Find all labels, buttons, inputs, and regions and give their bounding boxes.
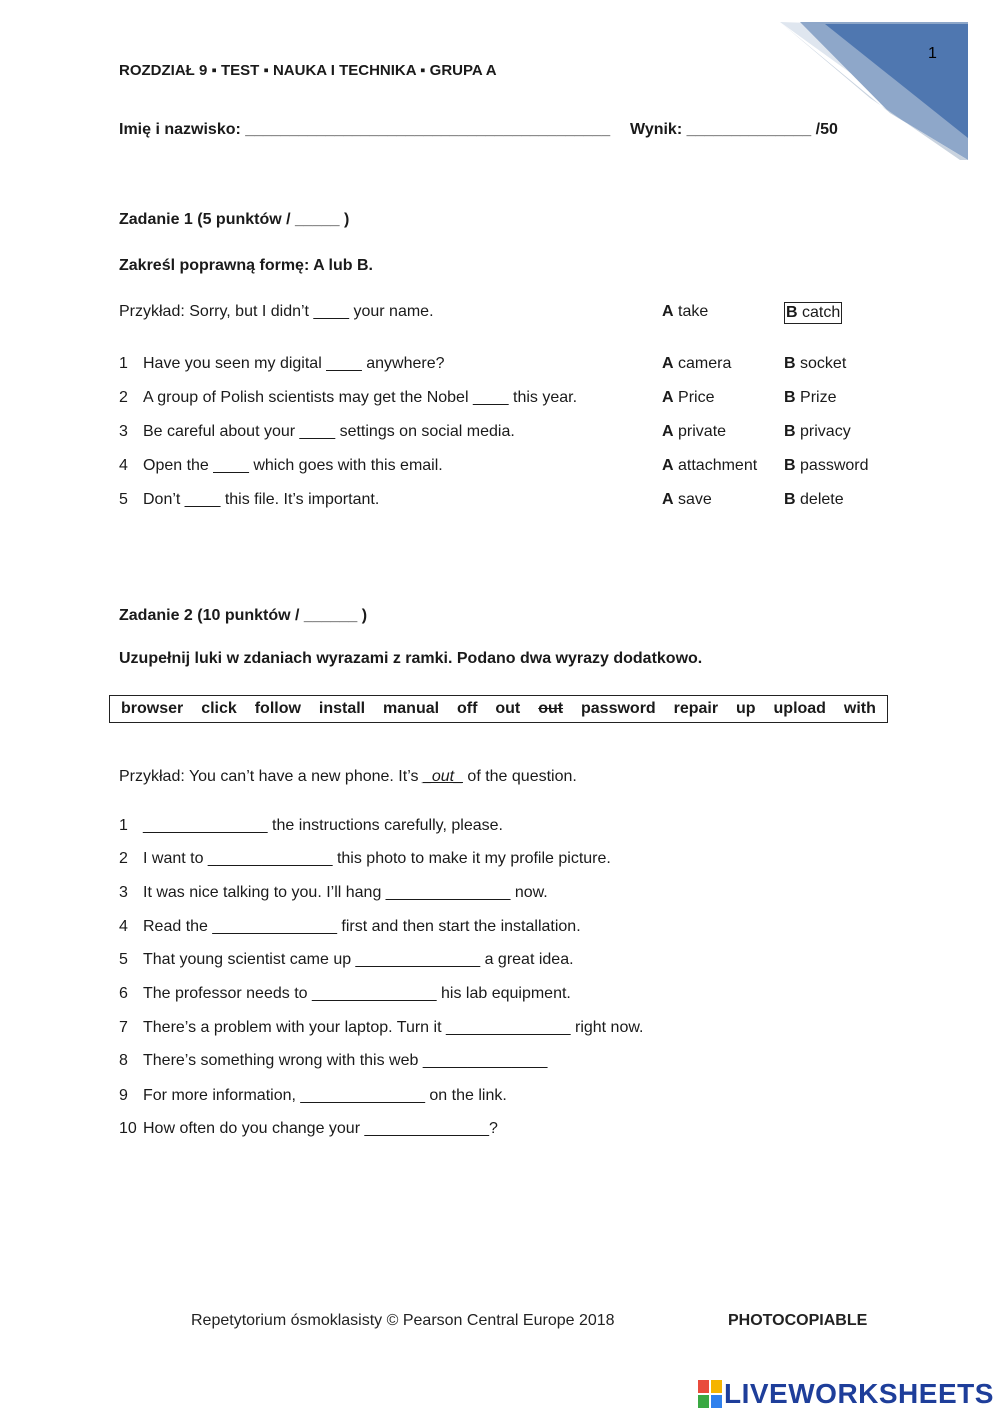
word-box-item: browser: [121, 700, 184, 717]
corner-decoration: [770, 18, 970, 163]
option-b[interactable]: B Prize: [784, 389, 837, 406]
word-box-item: upload: [773, 700, 826, 717]
option-a[interactable]: A attachment: [662, 457, 758, 474]
score-field[interactable]: Wynik: ______________ /50: [630, 121, 838, 138]
gap-sentence[interactable]: For more information, ______________ on the link.: [143, 1087, 507, 1104]
word-box-item: click: [201, 700, 237, 717]
gap-sentence[interactable]: ______________ the instructions carefully, please.: [143, 817, 503, 834]
task1-item: [0, 388, 1000, 408]
task2-item: 2 I want to ______________ this photo to make it my profile picture.: [119, 850, 611, 867]
example-answer: _out_: [422, 768, 463, 785]
word-box-item-used: out: [538, 700, 564, 717]
item-sentence: A group of Polish scientists may get the Nobel ____ this year.: [143, 389, 578, 406]
footer-photocopiable: PHOTOCOPIABLE: [728, 1312, 868, 1329]
task2-example: Przykład: You can’t have a new phone. It’s _out_ of the question.: [119, 768, 577, 785]
task1-item: [0, 422, 1000, 442]
task1-instruction: Zakreśl poprawną formę: A lub B.: [119, 257, 373, 274]
gap-sentence[interactable]: That young scientist came up ______________ a great idea.: [143, 951, 574, 968]
gap-sentence[interactable]: How often do you change your ______________?: [143, 1120, 498, 1137]
option-a[interactable]: A private: [662, 423, 727, 440]
item-sentence: Be careful about your ____ settings on social media.: [143, 423, 515, 440]
item-sentence: Don’t ____ this file. It’s important.: [143, 491, 380, 508]
option-a[interactable]: A camera: [662, 355, 732, 372]
example-option-b-circled[interactable]: B catch: [784, 302, 842, 324]
word-box-item: out: [495, 700, 521, 717]
task1-heading: Zadanie 1 (5 punktów / _____ ): [119, 211, 350, 228]
option-b[interactable]: B socket: [784, 355, 847, 372]
item-number: 1: [119, 355, 128, 372]
word-box-item: password: [581, 700, 656, 717]
task2-item: 9 For more information, ______________ on the link.: [119, 1087, 507, 1104]
item-number: 3: [119, 423, 128, 440]
gap-sentence[interactable]: Read the ______________ first and then start the installation.: [143, 918, 581, 935]
gap-sentence[interactable]: The professor needs to ______________ his lab equipment.: [143, 985, 571, 1002]
task2-instruction: Uzupełnij luki w zdaniach wyrazami z ramki. Podano dwa wyrazy dodatkowo.: [119, 650, 703, 667]
gap-sentence[interactable]: It was nice talking to you. I’ll hang ______________ now.: [143, 884, 548, 901]
gap-sentence[interactable]: There’s something wrong with this web ______________: [143, 1052, 548, 1069]
word-box-item: manual: [383, 700, 440, 717]
name-field[interactable]: Imię i nazwisko: _________________________________________: [119, 121, 611, 138]
gap-sentence[interactable]: I want to ______________ this photo to make it my profile picture.: [143, 850, 611, 867]
word-box: [109, 695, 888, 723]
option-a[interactable]: A Price: [662, 389, 715, 406]
task2-item: 5 That young scientist came up ______________ a great idea.: [119, 951, 574, 968]
gap-sentence[interactable]: There’s a problem with your laptop. Turn it ______________ right now.: [143, 1019, 644, 1036]
task2-item: 4 Read the ______________ first and then start the installation.: [119, 918, 581, 935]
task2-heading: Zadanie 2 (10 punktów / ______ ): [119, 607, 368, 624]
document-title: ROZDZIAŁ 9 ▪ TEST ▪ NAUKA I TECHNIKA ▪ GRUPA A: [119, 62, 497, 79]
item-number: 5: [119, 491, 128, 508]
liveworksheets-wordmark: LIVEWORKSHEETS: [724, 1378, 994, 1409]
task2-item: 6 The professor needs to ______________ his lab equipment.: [119, 985, 571, 1002]
option-a[interactable]: A save: [662, 491, 712, 508]
word-box-item: install: [318, 700, 366, 717]
item-sentence: Have you seen my digital ____ anywhere?: [143, 355, 445, 372]
option-b[interactable]: B privacy: [784, 423, 851, 440]
task2-item: 3 It was nice talking to you. I’ll hang ______________ now.: [119, 884, 548, 901]
liveworksheets-mark-icon: [698, 1380, 722, 1408]
example-text: Przykład: Sorry, but I didn’t ____ your name.: [119, 303, 434, 320]
word-box-item: up: [736, 700, 756, 717]
task1-example: [0, 302, 1000, 322]
task2-item: 7 There’s a problem with your laptop. Turn it ______________ right now.: [119, 1019, 644, 1036]
option-b[interactable]: B password: [784, 457, 869, 474]
item-number: 4: [119, 457, 128, 474]
task1-item: [0, 490, 1000, 510]
task2-item: 10 How often do you change your ______________?: [119, 1120, 498, 1137]
liveworksheets-logo[interactable]: [698, 1378, 994, 1410]
item-sentence: Open the ____ which goes with this email.: [143, 457, 443, 474]
example-option-a[interactable]: A take: [662, 303, 709, 320]
footer-credit: Repetytorium ósmoklasisty © Pearson Central Europe 2018: [191, 1312, 615, 1329]
page-number: 1: [928, 45, 937, 62]
task1-item: [0, 456, 1000, 476]
word-box-item: follow: [254, 700, 301, 717]
task2-item: 8 There’s something wrong with this web ______________: [119, 1052, 548, 1069]
option-b[interactable]: B delete: [784, 491, 844, 508]
word-box-item: with: [843, 700, 876, 717]
word-box-item: off: [457, 700, 478, 717]
task2-item: 1 ______________ the instructions carefully, please.: [119, 817, 503, 834]
word-box-item: repair: [673, 700, 719, 717]
task1-item: [0, 354, 1000, 374]
item-number: 2: [119, 389, 128, 406]
